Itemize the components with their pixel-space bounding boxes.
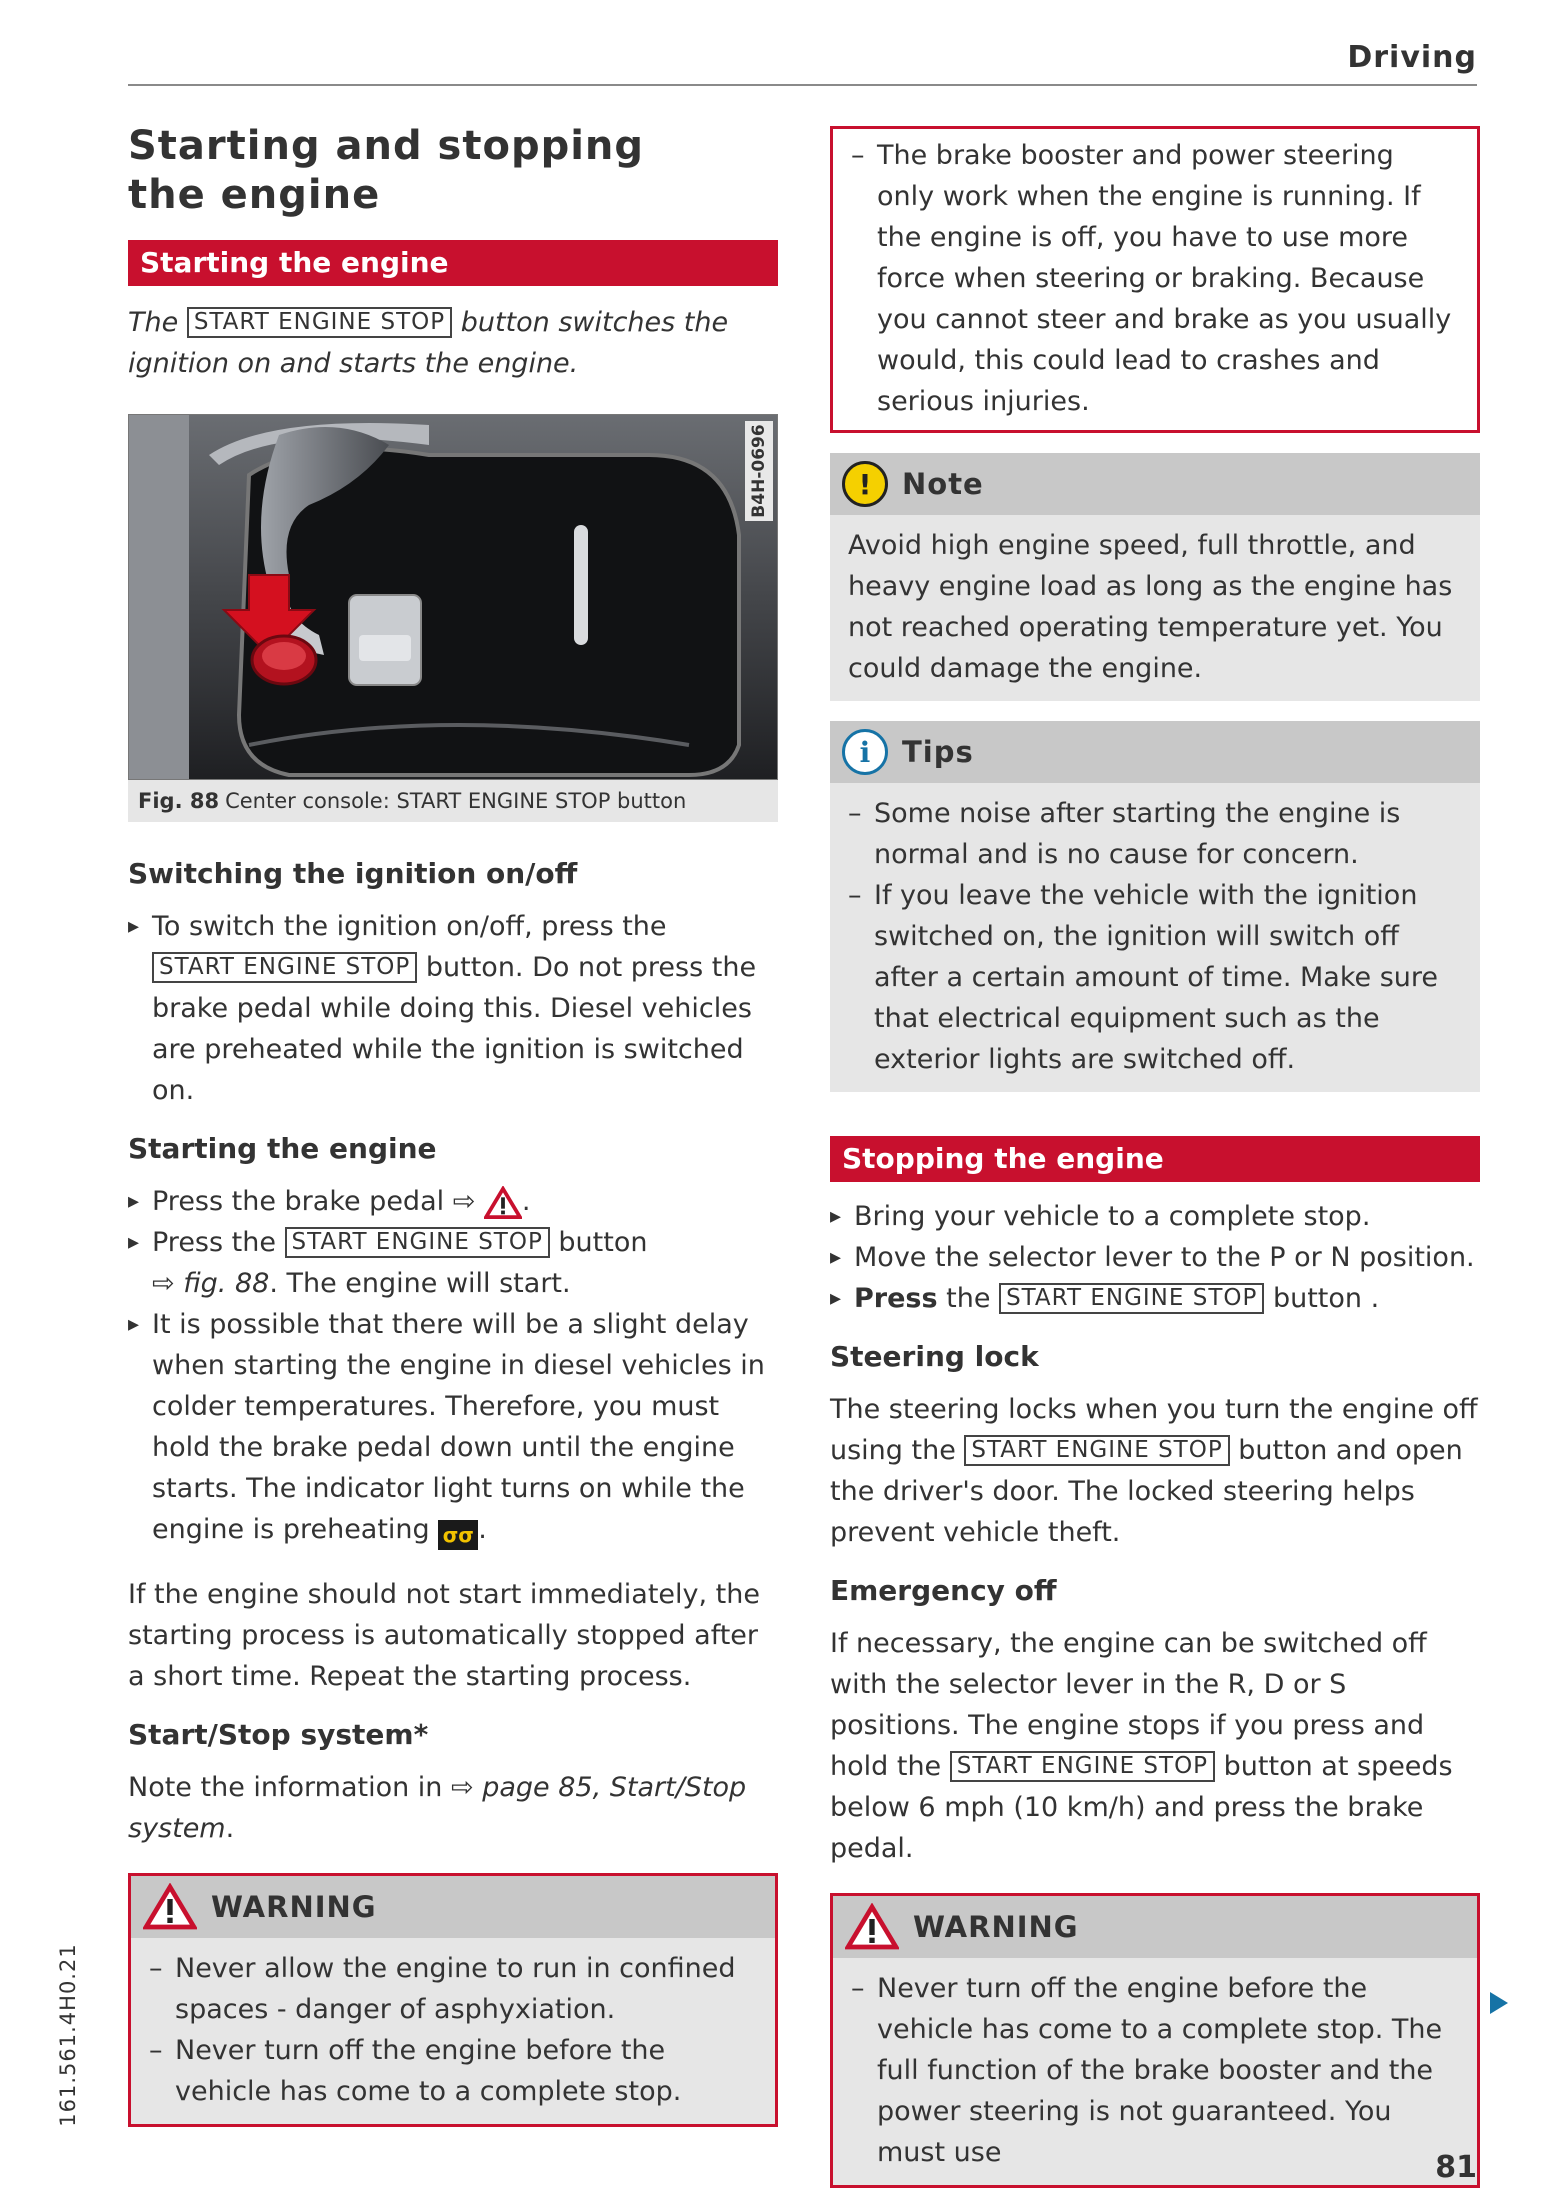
note-box-body	[830, 515, 1480, 701]
starting-step-1: ▸ Press the brake pedal ⇨ .	[128, 1181, 778, 1222]
figure-caption-text: Center console: START ENGINE STOP button	[225, 789, 687, 813]
warning-box-body	[131, 1938, 775, 2124]
figure-code-text: B4H-0696	[749, 424, 769, 518]
startstop-text: Note the information in	[128, 1772, 443, 1803]
tips-item: – If you leave the vehicle with the ignition switched on, the ignition will switch off after a certain amount of time. Make sure that electrical equipment such as the exterior lights are switched off.	[848, 875, 1462, 1080]
note-box	[830, 453, 1480, 701]
continue-arrow-icon	[1490, 1992, 1508, 2014]
warning-triangle-icon	[484, 1186, 522, 1220]
starting-heading: Starting the engine	[128, 1132, 437, 1165]
tips-box	[830, 721, 1480, 1092]
section-title: Driving	[1347, 40, 1477, 75]
stopping-step-3	[830, 1278, 1480, 1319]
warning-box-header	[833, 1896, 1477, 1958]
figure-number: Fig. 88	[138, 789, 220, 813]
step3-post: button .	[1272, 1283, 1380, 1314]
warning-box-body	[833, 1958, 1477, 2185]
warning-item: – The brake booster and power steering only work when the engine is running. If the engine is off, you have to use more force when steering or braking. Because you cannot steer and brake as you usually would, this could lead to crashes and serious injuries.	[851, 135, 1459, 422]
intro-text-pre: The	[128, 307, 179, 338]
startstop-heading: Start/Stop system*	[128, 1718, 429, 1751]
step2-text-post: button	[558, 1227, 648, 1258]
starting-step-2	[128, 1222, 778, 1304]
starting-section-bar: Starting the engine	[128, 240, 778, 286]
stopping-step-1: ▸ Bring your vehicle to a complete stop.	[830, 1196, 1480, 1237]
emergency-post: button at speeds below 6 mph (10 km/h) and press the brake pedal.	[830, 1751, 1453, 1864]
steering-lock-post: button and open the driver's door. The locked steering helps prevent vehicle theft.	[830, 1435, 1463, 1548]
warning-item: – Never turn off the engine before the vehicle has come to a complete stop.	[149, 2030, 757, 2112]
startstop-page-link[interactable]: ⇨ page 85, Start/Stop system	[128, 1772, 747, 1844]
fig88-link[interactable]: ⇨ fig. 88	[152, 1268, 270, 1299]
switching-text-post: button. Do not press the brake pedal while doing this. Diesel vehicles are preheated while the ignition is switched on.	[152, 952, 757, 1106]
document-code	[52, 1945, 84, 2125]
step3-bold: Press	[854, 1283, 938, 1314]
note-text: Avoid high engine speed, full throttle, and heavy engine load as long as the engine has not reached operating temperature yet. You could damage the engine.	[848, 530, 1453, 684]
start-engine-stop-key: START ENGINE STOP	[285, 1227, 550, 1258]
center-console-photo	[128, 414, 778, 780]
warning-label: WARNING	[211, 1890, 377, 1924]
warning-item: – Never turn off the engine before the vehicle has come to a complete stop. The full function of the brake booster and the power steering is not guaranteed. You must use	[851, 1968, 1459, 2173]
figure-code-label	[745, 421, 773, 521]
emergency-paragraph	[830, 1623, 1480, 1869]
warning-triangle-icon	[845, 1903, 899, 1951]
emergency-pre: If necessary, the engine can be switched off with the selector lever in the R, D or S positions. The engine stops if you press and hold the	[830, 1628, 1427, 1782]
right-column	[830, 126, 1480, 2188]
stopping-step-2: ▸ Move the selector lever to the P or N position.	[830, 1237, 1480, 1278]
step2-tail: . The engine will start.	[269, 1268, 571, 1299]
warning-label: WARNING	[913, 1910, 1079, 1944]
warning-item: – Never allow the engine to run in confined spaces - danger of asphyxiation.	[149, 1948, 757, 2030]
warning-continuation-box	[830, 126, 1480, 433]
switching-step	[128, 906, 778, 1111]
startstop-paragraph	[128, 1767, 778, 1849]
preheat-indicator-icon: σσ	[438, 1520, 478, 1550]
step3-text: It is possible that there will be a slight delay when starting the engine in diesel vehicles in colder temperatures. Therefore, you must hold the brake pedal down until the engine starts. The indicator light turns on while the engine is preheating	[152, 1309, 765, 1545]
figure-88	[128, 414, 778, 822]
tips-item: – Some noise after starting the engine is normal and is no cause for concern.	[848, 793, 1462, 875]
starting-step-3: ▸ It is possible that there will be a slight delay when starting the engine in diesel vehicles in colder temperatures. Therefore, you must hold the brake pedal down until the engine starts. The indicator light turns on while the engine is preheating σσ .	[128, 1304, 778, 1550]
warning-box-left	[128, 1873, 778, 2127]
stopping-section-bar: Stopping the engine	[830, 1136, 1480, 1182]
start-engine-stop-key: START ENGINE STOP	[187, 307, 452, 338]
start-engine-stop-key: START ENGINE STOP	[950, 1751, 1215, 1782]
step3-pre: the	[946, 1283, 991, 1314]
step2-text-pre: Press the	[152, 1227, 276, 1258]
switching-heading: Switching the ignition on/off	[128, 857, 578, 890]
warning-box-right	[830, 1893, 1480, 2188]
center-console-illustration	[129, 415, 778, 780]
switching-text-pre: To switch the ignition on/off, press the	[152, 911, 667, 942]
exclamation-icon: !	[842, 461, 888, 507]
emergency-heading: Emergency off	[830, 1574, 1057, 1607]
left-column	[128, 122, 778, 2127]
tips-label: Tips	[902, 735, 974, 769]
page-header	[128, 40, 1477, 86]
note-box-header	[830, 453, 1480, 515]
intro-text-post: button switches the ignition on and starts the engine.	[128, 307, 729, 379]
steering-lock-heading: Steering lock	[830, 1340, 1039, 1373]
warning-box-header	[131, 1876, 775, 1938]
start-engine-stop-key: START ENGINE STOP	[152, 952, 417, 983]
step1-text: Press the brake pedal ⇨	[152, 1186, 476, 1217]
document-code-text: 161.561.4H0.21	[56, 1943, 80, 2127]
start-engine-stop-key: START ENGINE STOP	[999, 1283, 1264, 1314]
intro-paragraph	[128, 302, 778, 384]
figure-caption	[128, 780, 778, 822]
page-number: 81	[1435, 2150, 1477, 2185]
tips-box-body	[830, 783, 1480, 1092]
steering-lock-paragraph	[830, 1389, 1480, 1553]
start-engine-stop-key: START ENGINE STOP	[964, 1435, 1229, 1466]
page-title: Starting and stopping the engine	[128, 123, 645, 218]
info-icon: i	[842, 729, 888, 775]
warning-triangle-icon	[143, 1883, 197, 1931]
steering-lock-pre: The steering locks when you turn the engine off using the	[830, 1394, 1478, 1466]
not-start-paragraph: If the engine should not start immediately, the starting process is automatically stopped after a short time. Repeat the starting process.	[128, 1579, 760, 1692]
tips-box-header	[830, 721, 1480, 783]
note-label: Note	[902, 467, 984, 501]
startstop-tail: .	[225, 1813, 235, 1844]
